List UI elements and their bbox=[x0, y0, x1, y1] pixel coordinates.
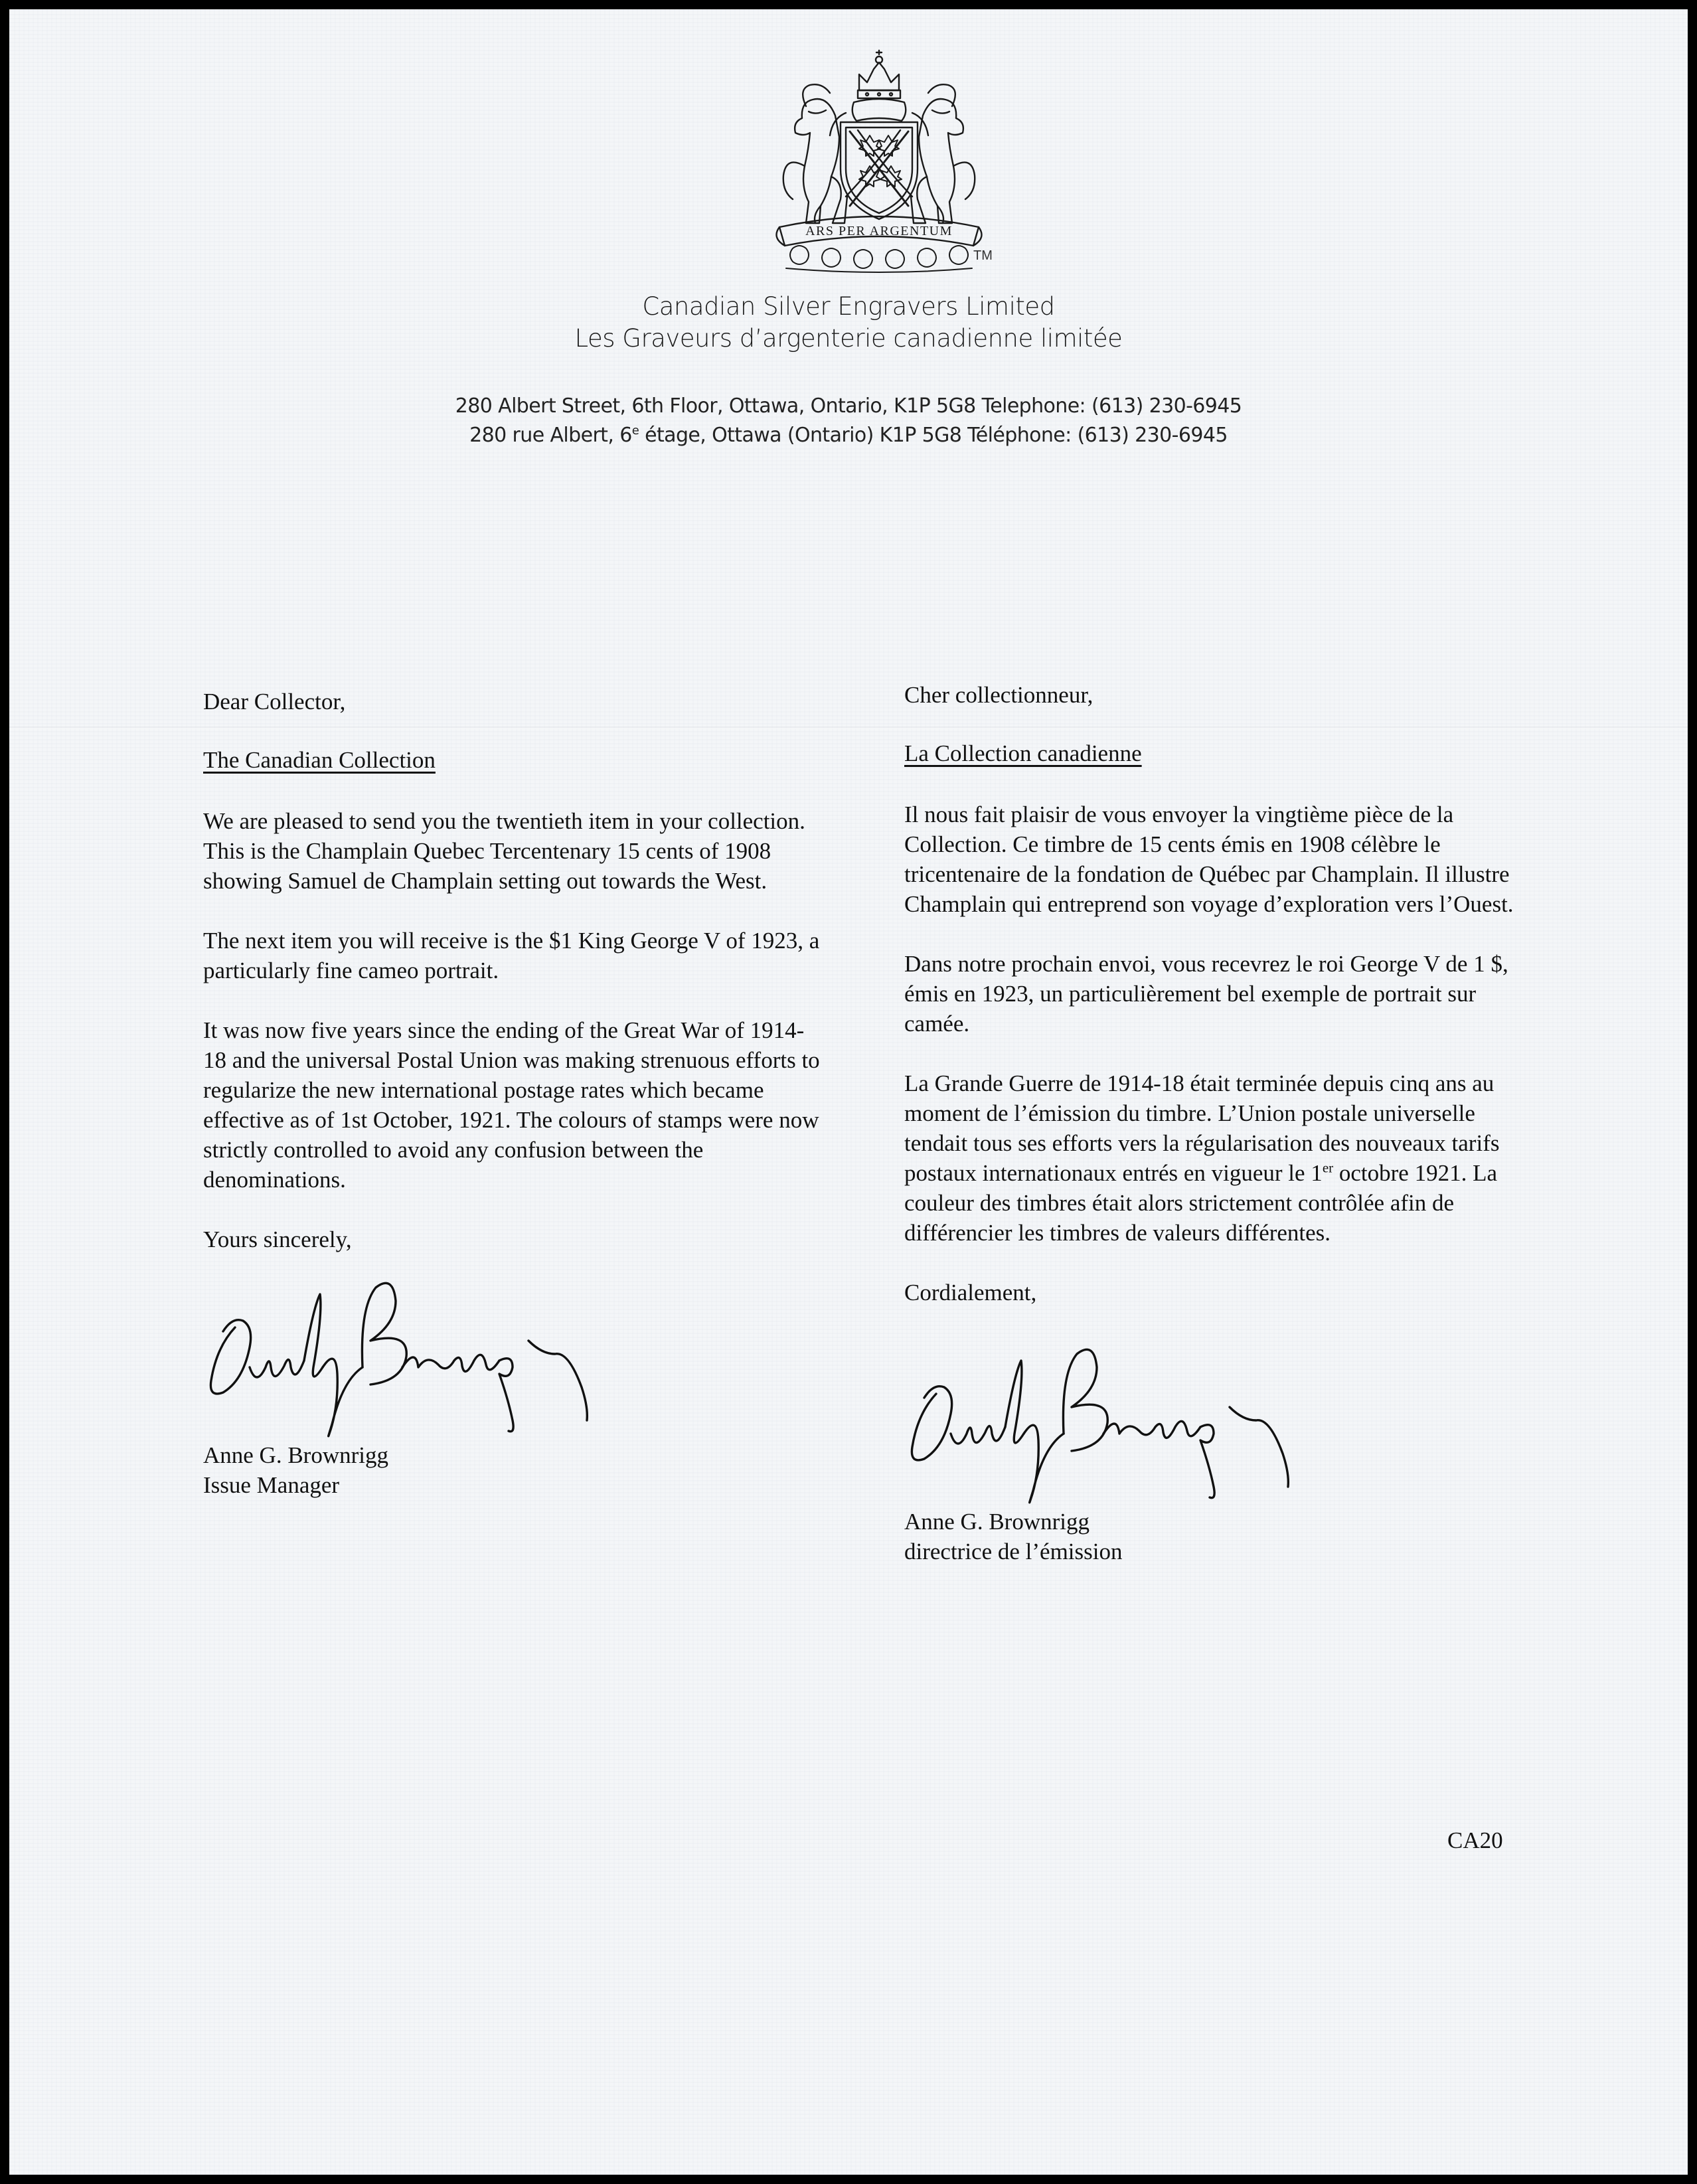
address-fr: 280 rue Albert, 6e étage, Ottawa (Ontario) K1P 5G8 Téléphone: (613) 230-6945 bbox=[469, 424, 1228, 447]
paragraph-fr-1: Il nous fait plaisir de vous envoyer la vingtième pièce de la Collection. Ce timbre de 15 cents émis en 1908 célèbre le tricentenaire de la fondation de Québec par Champlain. Il illustre Champlain qui entreprend son voyage d’exploration vers l’Ouest. bbox=[904, 801, 1514, 917]
crest-motto: ARS PER ARGENTUM bbox=[805, 224, 953, 238]
paragraph-en-1: We are pleased to send you the twentieth item in your collection. This is the Champlain Quebec Tercentenary 15 cents of 1908 showing Samuel de Champlain setting out towards the West. bbox=[203, 808, 805, 894]
closing-en: Yours sincerely, bbox=[203, 1226, 352, 1252]
signer-name-en: Anne G. Brownrigg bbox=[203, 1442, 388, 1468]
company-name-fr: Les Graveurs d’argenterie canadienne limitée bbox=[574, 324, 1123, 353]
company-name-en: Canadian Silver Engravers Limited bbox=[642, 292, 1055, 321]
trademark-mark: TM bbox=[973, 248, 993, 263]
closing-fr: Cordialement, bbox=[904, 1280, 1037, 1305]
subject-en: The Canadian Collection bbox=[203, 747, 436, 773]
english-column bbox=[203, 687, 827, 1500]
crest-logo bbox=[766, 49, 992, 288]
signer-name-fr: Anne G. Brownrigg bbox=[904, 1509, 1090, 1535]
signature-en bbox=[197, 1268, 655, 1440]
salutation-fr: Cher collectionneur, bbox=[904, 682, 1093, 708]
salutation-en: Dear Collector, bbox=[203, 689, 346, 714]
french-column bbox=[904, 680, 1535, 1566]
address-en: 280 Albert Street, 6th Floor, Ottawa, Ontario, K1P 5G8 Telephone: (613) 230-6945 bbox=[455, 394, 1242, 418]
paragraph-en-3: It was now five years since the ending of the Great War of 1914-18 and the universal Postal Union was making strenuous efforts to regularize the new international postage rates which became effective as of 1st October, 1921. The colours of stamps were now strictly controlled to avoid any confusion between the denominations. bbox=[203, 1017, 820, 1193]
signer-title-fr: directrice de l’émission bbox=[904, 1539, 1123, 1564]
paragraph-fr-2: Dans notre prochain envoi, vous recevrez le roi George V de 1 $, émis en 1923, un particulièrement bel exemple de portrait sur camée. bbox=[904, 951, 1508, 1037]
letter-sheet bbox=[9, 9, 1688, 2175]
reference-code: CA20 bbox=[1447, 1827, 1503, 1853]
signer-title-en: Issue Manager bbox=[203, 1472, 340, 1498]
paragraph-fr-3: La Grande Guerre de 1914-18 était terminée depuis cinq ans au moment de l’émission du timbre. L’Union postale universelle tendait tous ses efforts vers la régularisation des nouveaux tarifs postaux internationaux entrés en vigueur le 1er octobre 1921. La couleur des timbres était alors strictement contrôlée afin de différencier les timbres de valeurs différentes. bbox=[904, 1070, 1500, 1246]
paragraph-en-2: The next item you will receive is the $1 King George V of 1923, a particularly fine cameo portrait. bbox=[203, 928, 820, 983]
signature-fr bbox=[898, 1334, 1356, 1507]
subject-fr: La Collection canadienne bbox=[904, 740, 1142, 766]
